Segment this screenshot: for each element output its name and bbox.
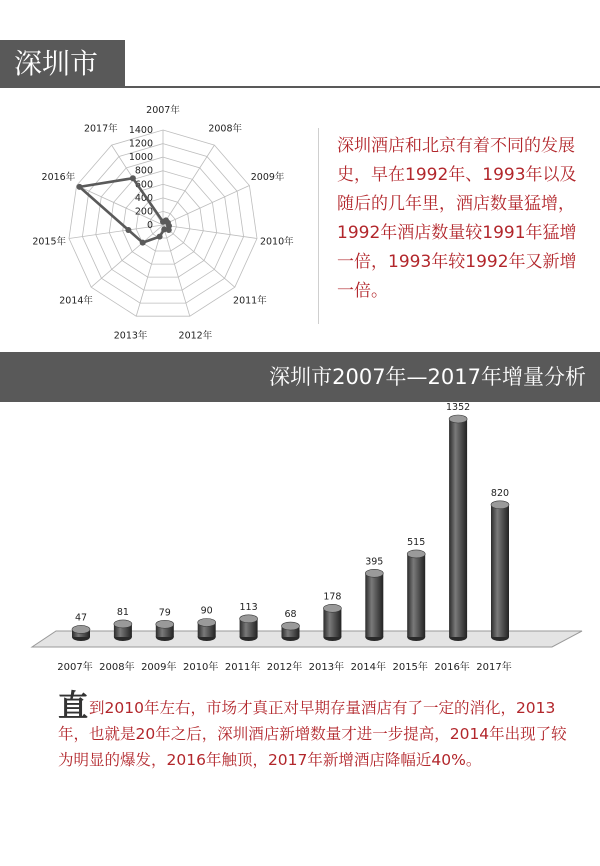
radar-tick-label: 200 — [134, 206, 153, 218]
radar-tick-label: 0 — [146, 220, 153, 231]
bar-top — [323, 604, 341, 612]
bar-data-label: 79 — [158, 607, 171, 619]
bar-category-label: 2012年 — [266, 662, 303, 673]
bar-top — [156, 620, 174, 628]
radar-category-label: 2013年 — [113, 330, 148, 340]
radar-category-label: 2016年 — [41, 172, 76, 184]
bar-data-label: 113 — [239, 601, 258, 613]
bar-top — [240, 615, 258, 623]
radar-category-label: 2012年 — [178, 330, 213, 340]
radar-axis — [91, 225, 163, 287]
bar-data-label: 515 — [407, 536, 426, 548]
bar-category-label: 2014年 — [350, 662, 387, 673]
radar-point — [161, 226, 167, 232]
radar-category-label: 2015年 — [32, 236, 67, 248]
bar-top — [198, 618, 216, 626]
bar — [407, 554, 425, 637]
radar-category-label: 2014年 — [59, 295, 93, 307]
radar-tick-label: 800 — [134, 165, 153, 177]
page-title: 深圳市 — [0, 40, 125, 88]
radar-tick-label: 1400 — [128, 125, 153, 136]
bar-top — [282, 622, 300, 630]
radar-point — [140, 240, 146, 246]
bar-data-label: 820 — [490, 487, 510, 499]
bar-data-label: 1352 — [446, 402, 471, 413]
radar-category-label: 2010年 — [259, 236, 294, 248]
radar-point — [125, 227, 131, 233]
bar-data-label: 81 — [116, 606, 129, 618]
bar — [449, 419, 467, 637]
bar-data-label: 47 — [74, 612, 88, 624]
paragraph-text: 到2010年左右，市场才真正对早期存量酒店有了一定的消化，2013年，也就是20年之后，深圳酒店新增数量才进一步提高，2014年出现了较为明显的爆发，2016年触顶，2017年新增酒店降幅近40%。 — [58, 699, 567, 769]
radar-category-label: 2009年 — [250, 172, 285, 184]
bar-category-label: 2013年 — [308, 662, 345, 673]
bar-data-label: 90 — [200, 605, 213, 617]
bar — [323, 608, 341, 637]
bar-top — [491, 501, 509, 509]
bar-top — [449, 415, 467, 423]
title-divider — [0, 86, 600, 88]
bar-top — [72, 625, 90, 633]
bar-category-label: 2009年 — [141, 662, 177, 673]
section-title: 深圳市2007年—2017年增量分析 — [0, 352, 600, 402]
bar-category-label: 2015年 — [392, 662, 428, 673]
summary-paragraph — [58, 689, 578, 773]
radar-tick-label: 400 — [134, 192, 153, 204]
vertical-divider — [318, 128, 319, 324]
bar-category-label: 2007年 — [57, 662, 93, 673]
radar-category-label: 2007年 — [146, 105, 180, 116]
bar-chart — [0, 402, 600, 682]
bar-data-label: 395 — [365, 556, 384, 568]
drop-cap: 直 — [58, 689, 88, 724]
bar-data-label: 178 — [323, 591, 342, 603]
radar-tick-label: 600 — [134, 179, 153, 191]
bar-category-label: 2010年 — [182, 662, 219, 673]
bar-category-label: 2011年 — [224, 662, 261, 673]
radar-tick-label: 1200 — [128, 138, 153, 150]
radar-category-label: 2011年 — [233, 295, 267, 307]
radar-chart — [0, 100, 318, 340]
bar-category-label: 2017年 — [476, 662, 512, 673]
radar-tick-label: 1000 — [128, 152, 153, 164]
bar — [491, 505, 509, 637]
bar — [365, 573, 383, 637]
radar-category-label: 2017年 — [83, 123, 118, 135]
bar-data-label: 68 — [284, 609, 297, 621]
bar-top — [365, 569, 383, 577]
bar-category-label: 2008年 — [99, 662, 135, 673]
radar-series-line — [80, 178, 170, 242]
radar-point — [157, 234, 163, 240]
bar-top — [114, 620, 132, 628]
radar-axis — [163, 225, 235, 287]
radar-point — [77, 184, 83, 190]
bar-top — [407, 550, 425, 558]
description-text: 深圳酒店和北京有着不同的发展史，早在1992年、1993年以及随后的几年里，酒店数量猛增，1992年酒店数量较1991年猛增一倍，1993年较1992年又新增一倍。 — [337, 136, 577, 301]
bar-category-label: 2016年 — [434, 662, 470, 673]
radar-point — [130, 175, 136, 181]
radar-category-label: 2008年 — [208, 123, 243, 135]
